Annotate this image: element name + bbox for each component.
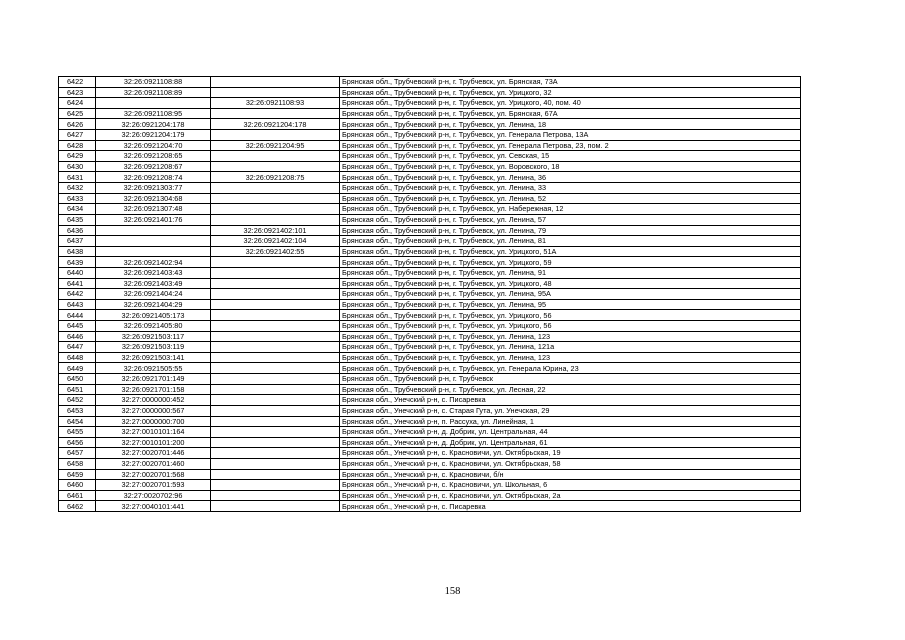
second-cadastral-number-cell — [211, 469, 340, 480]
cadastral-number-cell: 32:27:0010101:200 — [96, 437, 211, 448]
second-cadastral-number-cell — [211, 310, 340, 321]
cadastral-number-cell: 32:27:0010101:164 — [96, 427, 211, 438]
second-cadastral-number-cell: 32:26:0921204:178 — [211, 119, 340, 130]
address-cell: Брянская обл., Трубчевский р-н, г. Трубчевск, ул. Ленина, 36 — [340, 172, 801, 183]
address-cell: Брянская обл., Трубчевский р-н, г. Трубчевск, ул. Ленина, 52 — [340, 193, 801, 204]
row-number-cell: 6451 — [59, 384, 96, 395]
address-cell: Брянская обл., Трубчевский р-н, г. Трубчевск, ул. Ленина, 95 — [340, 299, 801, 310]
second-cadastral-number-cell — [211, 384, 340, 395]
row-number-cell: 6447 — [59, 342, 96, 353]
second-cadastral-number-cell — [211, 183, 340, 194]
table-row — [59, 172, 801, 183]
table-row — [59, 140, 801, 151]
cadastral-number-cell — [96, 98, 211, 109]
row-number-cell: 6433 — [59, 193, 96, 204]
second-cadastral-number-cell — [211, 437, 340, 448]
row-number-cell: 6449 — [59, 363, 96, 374]
cadastral-number-cell: 32:26:0921403:49 — [96, 278, 211, 289]
second-cadastral-number-cell: 32:26:0921208:75 — [211, 172, 340, 183]
cadastral-number-cell: 32:27:0020701:593 — [96, 480, 211, 491]
row-number-cell: 6423 — [59, 87, 96, 98]
cadastral-number-cell: 32:26:0921405:173 — [96, 310, 211, 321]
address-cell: Брянская обл., Трубчевский р-н, г. Трубчевск, ул. Урицкого, 56 — [340, 310, 801, 321]
table-row — [59, 246, 801, 257]
second-cadastral-number-cell — [211, 363, 340, 374]
address-cell: Брянская обл., Трубчевский р-н, г. Трубчевск — [340, 374, 801, 385]
row-number-cell: 6428 — [59, 140, 96, 151]
row-number-cell: 6426 — [59, 119, 96, 130]
cadastral-number-cell: 32:26:0921108:89 — [96, 87, 211, 98]
second-cadastral-number-cell — [211, 130, 340, 141]
row-number-cell: 6445 — [59, 321, 96, 332]
address-cell: Брянская обл., Трубчевский р-н, г. Трубчевск, ул. Ленина, 33 — [340, 183, 801, 194]
address-cell: Брянская обл., Унечский р-н, д. Добрик, ул. Центральная, 61 — [340, 437, 801, 448]
table-row — [59, 214, 801, 225]
row-number-cell: 6422 — [59, 77, 96, 88]
second-cadastral-number-cell — [211, 289, 340, 300]
table-row — [59, 374, 801, 385]
cadastral-number-cell: 32:26:0921402:94 — [96, 257, 211, 268]
cadastral-number-cell: 32:26:0921505:55 — [96, 363, 211, 374]
registry-table-body — [59, 77, 801, 512]
second-cadastral-number-cell — [211, 299, 340, 310]
row-number-cell: 6456 — [59, 437, 96, 448]
table-row — [59, 363, 801, 374]
address-cell: Брянская обл., Трубчевский р-н, г. Трубчевск, ул. Брянская, 73А — [340, 77, 801, 88]
row-number-cell: 6438 — [59, 246, 96, 257]
second-cadastral-number-cell: 32:26:0921108:93 — [211, 98, 340, 109]
row-number-cell: 6458 — [59, 458, 96, 469]
address-cell: Брянская обл., Унечский р-н, п. Рассуха, ул. Линейная, 1 — [340, 416, 801, 427]
address-cell: Брянская обл., Трубчевский р-н, г. Трубчевск, ул. Урицкого, 48 — [340, 278, 801, 289]
cadastral-number-cell: 32:27:0040101:441 — [96, 501, 211, 512]
cadastral-number-cell: 32:26:0921208:74 — [96, 172, 211, 183]
row-number-cell: 6444 — [59, 310, 96, 321]
table-row — [59, 183, 801, 194]
second-cadastral-number-cell — [211, 342, 340, 353]
address-cell: Брянская обл., Унечский р-н, с. Красновичи, б/н — [340, 469, 801, 480]
row-number-cell: 6459 — [59, 469, 96, 480]
cadastral-number-cell: 32:26:0921303:77 — [96, 183, 211, 194]
table-row — [59, 225, 801, 236]
address-cell: Брянская обл., Унечский р-н, с. Старая Гута, ул. Унечская, 29 — [340, 405, 801, 416]
address-cell: Брянская обл., Трубчевский р-н, г. Трубчевск, ул. Брянская, 67А — [340, 108, 801, 119]
second-cadastral-number-cell — [211, 490, 340, 501]
row-number-cell: 6432 — [59, 183, 96, 194]
cadastral-number-cell: 32:26:0921108:88 — [96, 77, 211, 88]
cadastral-number-cell: 32:26:0921503:119 — [96, 342, 211, 353]
address-cell: Брянская обл., Унечский р-н, с. Писаревка — [340, 501, 801, 512]
row-number-cell: 6425 — [59, 108, 96, 119]
address-cell: Брянская обл., Трубчевский р-н, г. Трубчевск, ул. Урицкого, 40, пом. 40 — [340, 98, 801, 109]
second-cadastral-number-cell — [211, 480, 340, 491]
second-cadastral-number-cell — [211, 108, 340, 119]
address-cell: Брянская обл., Трубчевский р-н, г. Трубчевск, ул. Ленина, 79 — [340, 225, 801, 236]
cadastral-number-cell: 32:27:0000000:700 — [96, 416, 211, 427]
table-row — [59, 98, 801, 109]
address-cell: Брянская обл., Трубчевский р-н, г. Трубчевск, ул. Генерала Петрова, 13А — [340, 130, 801, 141]
table-row — [59, 469, 801, 480]
cadastral-number-cell: 32:26:0921208:67 — [96, 161, 211, 172]
table-row — [59, 342, 801, 353]
table-row — [59, 480, 801, 491]
second-cadastral-number-cell — [211, 257, 340, 268]
row-number-cell: 6446 — [59, 331, 96, 342]
row-number-cell: 6455 — [59, 427, 96, 438]
table-row — [59, 321, 801, 332]
row-number-cell: 6461 — [59, 490, 96, 501]
row-number-cell: 6437 — [59, 236, 96, 247]
cadastral-number-cell: 32:27:0020701:446 — [96, 448, 211, 459]
address-cell: Брянская обл., Трубчевский р-н, г. Трубчевск, ул. Ленина, 57 — [340, 214, 801, 225]
address-cell: Брянская обл., Унечский р-н, с. Красновичи, ул. Октябрьская, 2а — [340, 490, 801, 501]
second-cadastral-number-cell — [211, 405, 340, 416]
cadastral-number-cell: 32:27:0000000:452 — [96, 395, 211, 406]
table-row — [59, 448, 801, 459]
address-cell: Брянская обл., Трубчевский р-н, г. Трубчевск, ул. Генерала Юрина, 23 — [340, 363, 801, 374]
second-cadastral-number-cell: 32:26:0921402:101 — [211, 225, 340, 236]
second-cadastral-number-cell — [211, 214, 340, 225]
cadastral-number-cell: 32:26:0921404:24 — [96, 289, 211, 300]
table-row — [59, 395, 801, 406]
cadastral-number-cell: 32:26:0921208:65 — [96, 151, 211, 162]
cadastral-number-cell: 32:27:0020701:568 — [96, 469, 211, 480]
address-cell: Брянская обл., Трубчевский р-н, г. Трубчевск, ул. Ленина, 18 — [340, 119, 801, 130]
table-row — [59, 257, 801, 268]
table-row — [59, 289, 801, 300]
address-cell: Брянская обл., Унечский р-н, с. Красновичи, ул. Школьная, 6 — [340, 480, 801, 491]
table-row — [59, 299, 801, 310]
second-cadastral-number-cell — [211, 448, 340, 459]
second-cadastral-number-cell: 32:26:0921402:104 — [211, 236, 340, 247]
second-cadastral-number-cell — [211, 278, 340, 289]
second-cadastral-number-cell — [211, 151, 340, 162]
row-number-cell: 6452 — [59, 395, 96, 406]
cadastral-number-cell: 32:27:0000000:567 — [96, 405, 211, 416]
cadastral-number-cell: 32:26:0921503:141 — [96, 352, 211, 363]
table-row — [59, 427, 801, 438]
cadastral-number-cell: 32:26:0921701:158 — [96, 384, 211, 395]
cadastral-number-cell: 32:26:0921401:76 — [96, 214, 211, 225]
address-cell: Брянская обл., Унечский р-н, с. Писаревка — [340, 395, 801, 406]
address-cell: Брянская обл., Трубчевский р-н, г. Трубчевск, ул. Урицкого, 51А — [340, 246, 801, 257]
second-cadastral-number-cell — [211, 458, 340, 469]
second-cadastral-number-cell — [211, 352, 340, 363]
table-row — [59, 490, 801, 501]
cadastral-number-cell: 32:26:0921108:95 — [96, 108, 211, 119]
second-cadastral-number-cell — [211, 374, 340, 385]
address-cell: Брянская обл., Унечский р-н, с. Красновичи, ул. Октябрьская, 19 — [340, 448, 801, 459]
cadastral-number-cell: 32:26:0921503:117 — [96, 331, 211, 342]
cadastral-number-cell: 32:27:0020701:460 — [96, 458, 211, 469]
table-row — [59, 193, 801, 204]
row-number-cell: 6442 — [59, 289, 96, 300]
table-row — [59, 437, 801, 448]
row-number-cell: 6424 — [59, 98, 96, 109]
second-cadastral-number-cell — [211, 321, 340, 332]
second-cadastral-number-cell: 32:26:0921204:95 — [211, 140, 340, 151]
second-cadastral-number-cell — [211, 193, 340, 204]
row-number-cell: 6427 — [59, 130, 96, 141]
table-row — [59, 384, 801, 395]
table-row — [59, 331, 801, 342]
address-cell: Брянская обл., Трубчевский р-н, г. Трубчевск, ул. Воровского, 18 — [340, 161, 801, 172]
cadastral-number-cell — [96, 246, 211, 257]
second-cadastral-number-cell — [211, 267, 340, 278]
row-number-cell: 6431 — [59, 172, 96, 183]
row-number-cell: 6454 — [59, 416, 96, 427]
cadastral-number-cell: 32:26:0921404:29 — [96, 299, 211, 310]
table-row — [59, 267, 801, 278]
cadastral-number-cell: 32:26:0921304:68 — [96, 193, 211, 204]
address-cell: Брянская обл., Трубчевский р-н, г. Трубчевск, ул. Ленина, 91 — [340, 267, 801, 278]
address-cell: Брянская обл., Трубчевский р-н, г. Трубчевск, ул. Урицкого, 59 — [340, 257, 801, 268]
table-row — [59, 87, 801, 98]
second-cadastral-number-cell — [211, 161, 340, 172]
cadastral-number-cell — [96, 236, 211, 247]
row-number-cell: 6439 — [59, 257, 96, 268]
row-number-cell: 6429 — [59, 151, 96, 162]
row-number-cell: 6457 — [59, 448, 96, 459]
second-cadastral-number-cell: 32:26:0921402:55 — [211, 246, 340, 257]
second-cadastral-number-cell — [211, 395, 340, 406]
table-row — [59, 77, 801, 88]
address-cell: Брянская обл., Унечский р-н, д. Добрик, ул. Центральная, 44 — [340, 427, 801, 438]
table-row — [59, 108, 801, 119]
row-number-cell: 6441 — [59, 278, 96, 289]
second-cadastral-number-cell — [211, 427, 340, 438]
second-cadastral-number-cell — [211, 204, 340, 215]
address-cell: Брянская обл., Трубчевский р-н, г. Трубчевск, ул. Урицкого, 32 — [340, 87, 801, 98]
address-cell: Брянская обл., Трубчевский р-н, г. Трубчевск, ул. Ленина, 95А — [340, 289, 801, 300]
address-cell: Брянская обл., Трубчевский р-н, г. Трубчевск, ул. Урицкого, 56 — [340, 321, 801, 332]
cadastral-number-cell: 32:27:0020702:96 — [96, 490, 211, 501]
address-cell: Брянская обл., Унечский р-н, с. Красновичи, ул. Октябрьская, 58 — [340, 458, 801, 469]
table-row — [59, 204, 801, 215]
address-cell: Брянская обл., Трубчевский р-н, г. Трубчевск, ул. Ленина, 121а — [340, 342, 801, 353]
address-cell: Брянская обл., Трубчевский р-н, г. Трубчевск, ул. Ленина, 123 — [340, 331, 801, 342]
second-cadastral-number-cell — [211, 87, 340, 98]
address-cell: Брянская обл., Трубчевский р-н, г. Трубчевск, ул. Генерала Петрова, 23, пом. 2 — [340, 140, 801, 151]
row-number-cell: 6440 — [59, 267, 96, 278]
row-number-cell: 6430 — [59, 161, 96, 172]
cadastral-number-cell: 32:26:0921307:48 — [96, 204, 211, 215]
table-row — [59, 236, 801, 247]
row-number-cell: 6435 — [59, 214, 96, 225]
row-number-cell: 6460 — [59, 480, 96, 491]
cadastral-number-cell: 32:26:0921204:179 — [96, 130, 211, 141]
row-number-cell: 6450 — [59, 374, 96, 385]
cadastral-number-cell: 32:26:0921405:80 — [96, 321, 211, 332]
table-row — [59, 130, 801, 141]
table-row — [59, 310, 801, 321]
table-row — [59, 151, 801, 162]
row-number-cell: 6462 — [59, 501, 96, 512]
address-cell: Брянская обл., Трубчевский р-н, г. Трубчевск, ул. Ленина, 123 — [340, 352, 801, 363]
row-number-cell: 6434 — [59, 204, 96, 215]
second-cadastral-number-cell — [211, 501, 340, 512]
address-cell: Брянская обл., Трубчевский р-н, г. Трубчевск, ул. Ленина, 81 — [340, 236, 801, 247]
cadastral-number-cell: 32:26:0921204:70 — [96, 140, 211, 151]
table-row — [59, 119, 801, 130]
table-row — [59, 352, 801, 363]
second-cadastral-number-cell — [211, 77, 340, 88]
row-number-cell: 6443 — [59, 299, 96, 310]
address-cell: Брянская обл., Трубчевский р-н, г. Трубчевск, ул. Лесная, 22 — [340, 384, 801, 395]
cadastral-number-cell: 32:26:0921403:43 — [96, 267, 211, 278]
page-number: 158 — [444, 586, 461, 597]
row-number-cell: 6448 — [59, 352, 96, 363]
second-cadastral-number-cell — [211, 416, 340, 427]
row-number-cell: 6453 — [59, 405, 96, 416]
address-cell: Брянская обл., Трубчевский р-н, г. Трубчевск, ул. Набережная, 12 — [340, 204, 801, 215]
table-row — [59, 458, 801, 469]
table-row — [59, 161, 801, 172]
cadastral-number-cell: 32:26:0921204:178 — [96, 119, 211, 130]
cadastral-number-cell — [96, 225, 211, 236]
registry-table — [58, 76, 801, 512]
address-cell: Брянская обл., Трубчевский р-н, г. Трубчевск, ул. Севская, 15 — [340, 151, 801, 162]
table-row — [59, 278, 801, 289]
table-row — [59, 501, 801, 512]
table-row — [59, 416, 801, 427]
second-cadastral-number-cell — [211, 331, 340, 342]
table-row — [59, 405, 801, 416]
row-number-cell: 6436 — [59, 225, 96, 236]
cadastral-number-cell: 32:26:0921701:149 — [96, 374, 211, 385]
